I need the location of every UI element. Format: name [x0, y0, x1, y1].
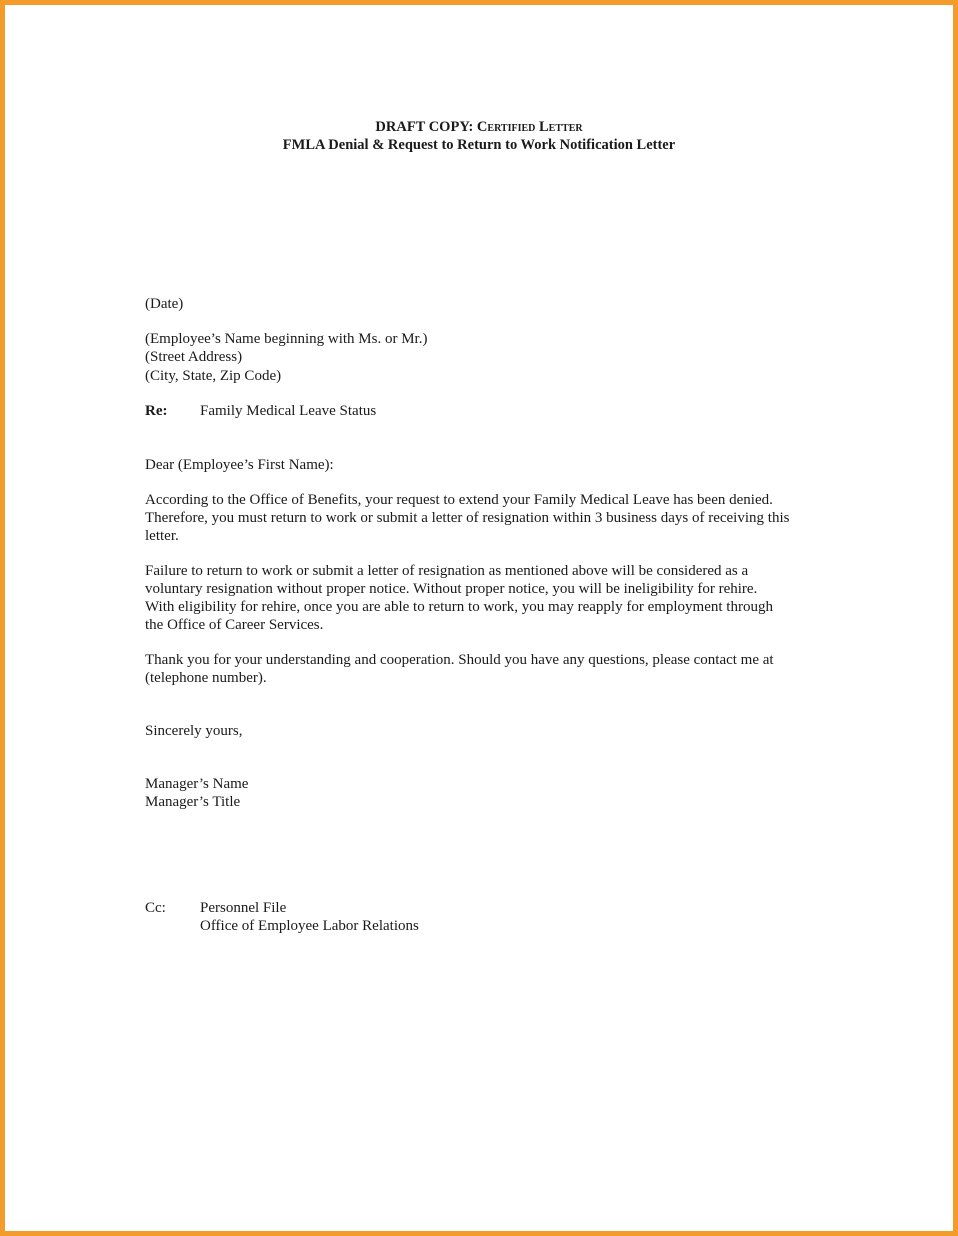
date-line: (Date): [145, 296, 184, 312]
cc-line-2: Office of Employee Labor Relations: [200, 918, 419, 934]
paragraph-1: [145, 491, 825, 545]
signature-title: Manager’s Title: [145, 794, 241, 810]
title-line-1: [0, 118, 958, 136]
paragraph-1-line: According to the Office of Benefits, your request to extend your Family Medical Leave has been denied.: [145, 492, 773, 508]
re-value: Family Medical Leave Status: [200, 403, 377, 419]
recipient-street: (Street Address): [145, 349, 243, 365]
cc-line-1: Personnel File: [200, 900, 287, 916]
paragraph-2-line: Failure to return to work or submit a letter of resignation as mentioned above will be considered as a: [145, 563, 749, 579]
paragraph-3-line: Thank you for your understanding and cooperation. Should you have any questions, please contact me at: [145, 652, 774, 668]
re-label: Re:: [145, 403, 168, 419]
paragraph-1-line: Therefore, you must return to work or submit a letter of resignation within 3 business days of receiving this: [145, 510, 790, 526]
title-line-2: FMLA Denial & Request to Return to Work Notification Letter: [282, 137, 676, 153]
title-prefix: DRAFT COPY:: [375, 119, 477, 135]
paragraph-3-line: (telephone number).: [145, 670, 267, 686]
title-caps: Certified Letter: [476, 119, 583, 135]
recipient-name: (Employee’s Name beginning with Ms. or Mr.): [145, 331, 428, 347]
paragraph-2-line: voluntary resignation without proper notice. Without proper notice, you will be ineligibility for rehire.: [145, 581, 758, 597]
paragraph-2-line: With eligibility for rehire, once you are able to return to work, you may reapply for employment through: [145, 599, 773, 615]
paragraph-3: [145, 651, 825, 687]
cc-label: Cc:: [145, 900, 166, 916]
salutation: Dear (Employee’s First Name):: [145, 457, 334, 473]
paragraph-2: [145, 562, 825, 634]
signature-name: Manager’s Name: [145, 776, 249, 792]
recipient-city: (City, State, Zip Code): [145, 368, 282, 384]
closing: Sincerely yours,: [145, 723, 243, 739]
paragraph-1-line: letter.: [145, 528, 179, 544]
paragraph-2-line: the Office of Career Services.: [145, 617, 324, 633]
